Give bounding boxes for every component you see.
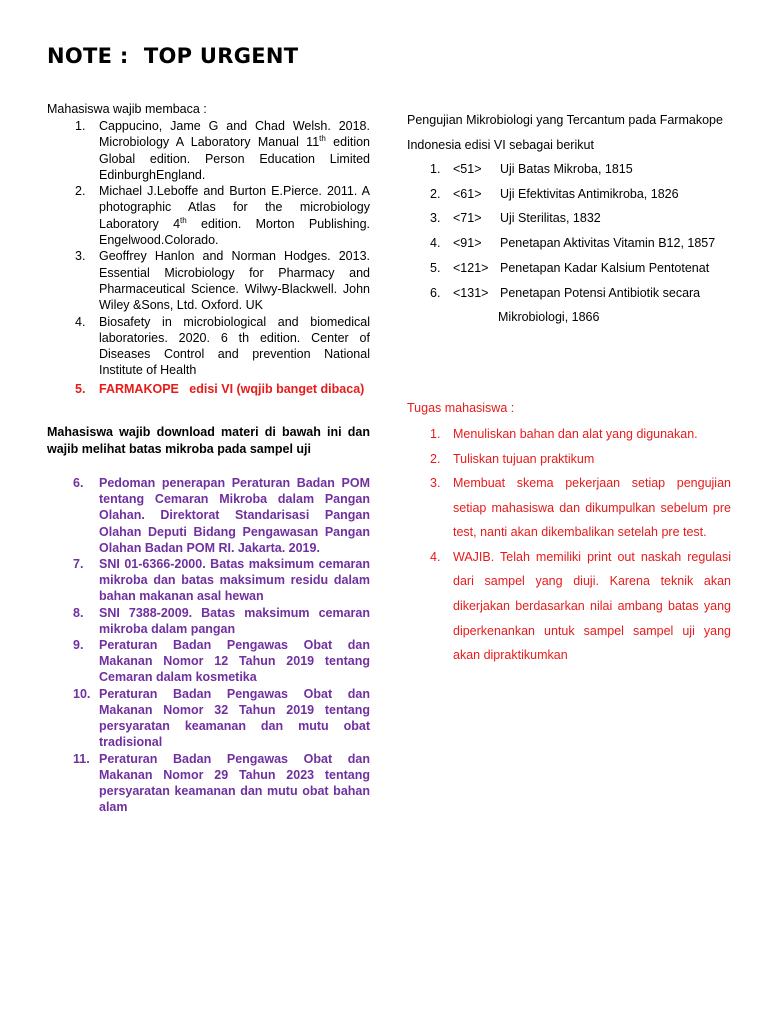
list-number: 5. — [430, 260, 441, 275]
list-number: 1. — [75, 119, 86, 133]
list-item — [407, 545, 731, 668]
list-item — [407, 281, 731, 306]
list-item — [47, 118, 370, 183]
list-item — [407, 447, 731, 472]
list-number: 7. — [73, 557, 84, 572]
material-text: Peraturan Badan Pengawas Obat dan Makanan Nomor 29 Tahun 2023 tentang persyaratan keamanan dan mutu obat bahan alam — [99, 751, 370, 815]
test-code: <131> — [453, 285, 489, 300]
list-number: 2. — [430, 186, 441, 201]
material-text: SNI 7388-2009. Batas maksimum cemaran mikroba dalam pangan — [99, 605, 370, 636]
list-number: 3. — [75, 249, 86, 264]
list-item — [407, 256, 731, 281]
material-text: Peraturan Badan Pengawas Obat dan Makanan Nomor 32 Tahun 2019 tentang persyaratan keamanan dan mutu obat tradisional — [99, 686, 370, 750]
test-name: Penetapan Potensi Antibiotik secara — [500, 285, 701, 300]
test-name: Uji Efektivitas Antimikroba, 1826 — [500, 186, 679, 201]
list-number: 2. — [430, 451, 441, 466]
test-name: Penetapan Kadar Kalsium Pentotenat — [500, 260, 710, 275]
list-number: 9. — [73, 638, 84, 653]
task-text: Tuliskan tujuan praktikum — [453, 451, 595, 466]
list-number: 5. — [75, 381, 86, 396]
tasks-section — [407, 400, 731, 668]
list-number: 3. — [430, 476, 441, 491]
test-code: <91> — [453, 236, 482, 251]
material-text: SNI 01-6366-2000. Batas maksimum cemaran mikroba dan batas maksimum residu dalam bahan makanan asal hewan — [99, 557, 370, 604]
list-item — [47, 686, 370, 751]
task-text: Menuliskan bahan dan alat yang digunakan. — [453, 426, 698, 441]
reference-text: edition Global edition. Person Education Limited EdinburghEngland. — [99, 135, 371, 182]
superscript: th — [319, 134, 326, 144]
list-number: 3. — [430, 211, 441, 226]
list-number: 4. — [430, 236, 441, 251]
list-number: 10. — [73, 686, 91, 701]
download-instruction: Mahasiswa wajib download materi di bawah ini dan wajib melihat batas mikroba pada sampel uji — [47, 425, 370, 456]
list-number: 4. — [75, 314, 86, 329]
tasks-list — [407, 422, 731, 668]
list-item — [407, 422, 731, 447]
reference-text: Biosafety in microbiological and biomedical laboratories. 2020. 6 th edition. Center of Diseases Control and prevention National Institute of Health — [99, 314, 370, 378]
reading-intro: Mahasiswa wajib membaca : — [47, 102, 207, 116]
list-item-continuation — [407, 305, 731, 330]
list-number: 6. — [430, 285, 441, 300]
list-item — [407, 231, 731, 256]
test-name: Mikrobiologi, 1866 — [498, 310, 600, 325]
reference-list — [47, 118, 370, 397]
list-item — [407, 471, 731, 545]
test-code: <61> — [453, 186, 482, 201]
reference-text: Cappucino, Jame G and Chad Welsh. 2018. Microbiology A Laboratory Manual 11 — [99, 119, 370, 150]
list-item — [407, 206, 731, 231]
list-number: 2. — [75, 184, 86, 199]
list-item — [47, 556, 370, 605]
list-item — [407, 182, 731, 207]
list-number: 1. — [430, 426, 441, 441]
test-name: Penetapan Aktivitas Vitamin B12, 1857 — [500, 236, 716, 251]
list-number: 11. — [73, 751, 90, 766]
task-text: WAJIB. Telah memiliki print out naskah regulasi dari sampel yang diuji. Karena teknik akan dikerjakan berdasarkan nilai ambang batas yang diperkenankan untuk sampel sampel uji yang akan dipraktikumkan — [453, 549, 731, 663]
test-name: Uji Sterilitas, 1832 — [500, 211, 601, 226]
list-item — [47, 314, 370, 379]
test-code: <71> — [453, 211, 482, 226]
material-text: Peraturan Badan Pengawas Obat dan Makanan Nomor 12 Tahun 2019 tentang Cemaran dalam kosmetika — [99, 638, 370, 685]
list-item — [47, 605, 370, 637]
superscript: th — [180, 215, 187, 225]
list-number: 4. — [430, 549, 441, 564]
task-text: Membuat skema pekerjaan setiap pengujian setiap mahasiswa dan dikumpulkan sebelum pre test, nanti akan dikembalikan setelah pre test. — [453, 476, 731, 540]
list-number: 6. — [73, 476, 84, 491]
test-name: Uji Batas Mikroba, 1815 — [500, 162, 633, 176]
list-item — [407, 157, 731, 182]
right-column — [407, 108, 731, 668]
material-text: Pedoman penerapan Peraturan Badan POM tentang Cemaran Mikroba dalam Pangan Olahan. Direktorat Standarisasi Pangan Olahan Deputi Bidang Pengawasan Pangan Olahan Badan POM RI. Jakarta. 2019. — [99, 476, 370, 555]
list-item — [47, 248, 370, 313]
list-item — [47, 183, 370, 248]
list-item — [47, 751, 370, 816]
list-item — [47, 381, 370, 397]
page-title: NOTE : TOP URGENT — [47, 44, 299, 68]
tests-intro: Pengujian Mikrobiologi yang Tercantum pada Farmakope Indonesia edisi VI sebagai berikut — [407, 113, 723, 152]
reference-text: Michael J.Leboffe and Burton E.Pierce. 2011. A photographic Atlas for the microbiology Laboratory 4 — [99, 184, 370, 231]
materials-list — [47, 475, 370, 815]
list-item — [47, 475, 370, 556]
tests-list — [407, 157, 731, 330]
list-item — [47, 637, 370, 686]
left-column — [47, 101, 370, 815]
test-code: <51> — [453, 162, 482, 176]
reference-text: Geoffrey Hanlon and Norman Hodges. 2013. Essential Microbiology for Pharmacy and Pharmaceutical Science. Wilwy-Blackwell. John Wiley &Sons, Ltd. Oxford. UK — [99, 249, 370, 313]
list-number: 8. — [73, 605, 84, 620]
list-number: 1. — [430, 162, 441, 176]
reference-text: FARMAKOPE edisi VI (wqjib banget dibaca) — [99, 381, 365, 396]
test-code: <121> — [453, 260, 489, 275]
reference-text: edition. Morton Publishing. Engelwood.Colorado. — [99, 216, 371, 248]
tasks-title: Tugas mahasiswa : — [407, 400, 515, 415]
